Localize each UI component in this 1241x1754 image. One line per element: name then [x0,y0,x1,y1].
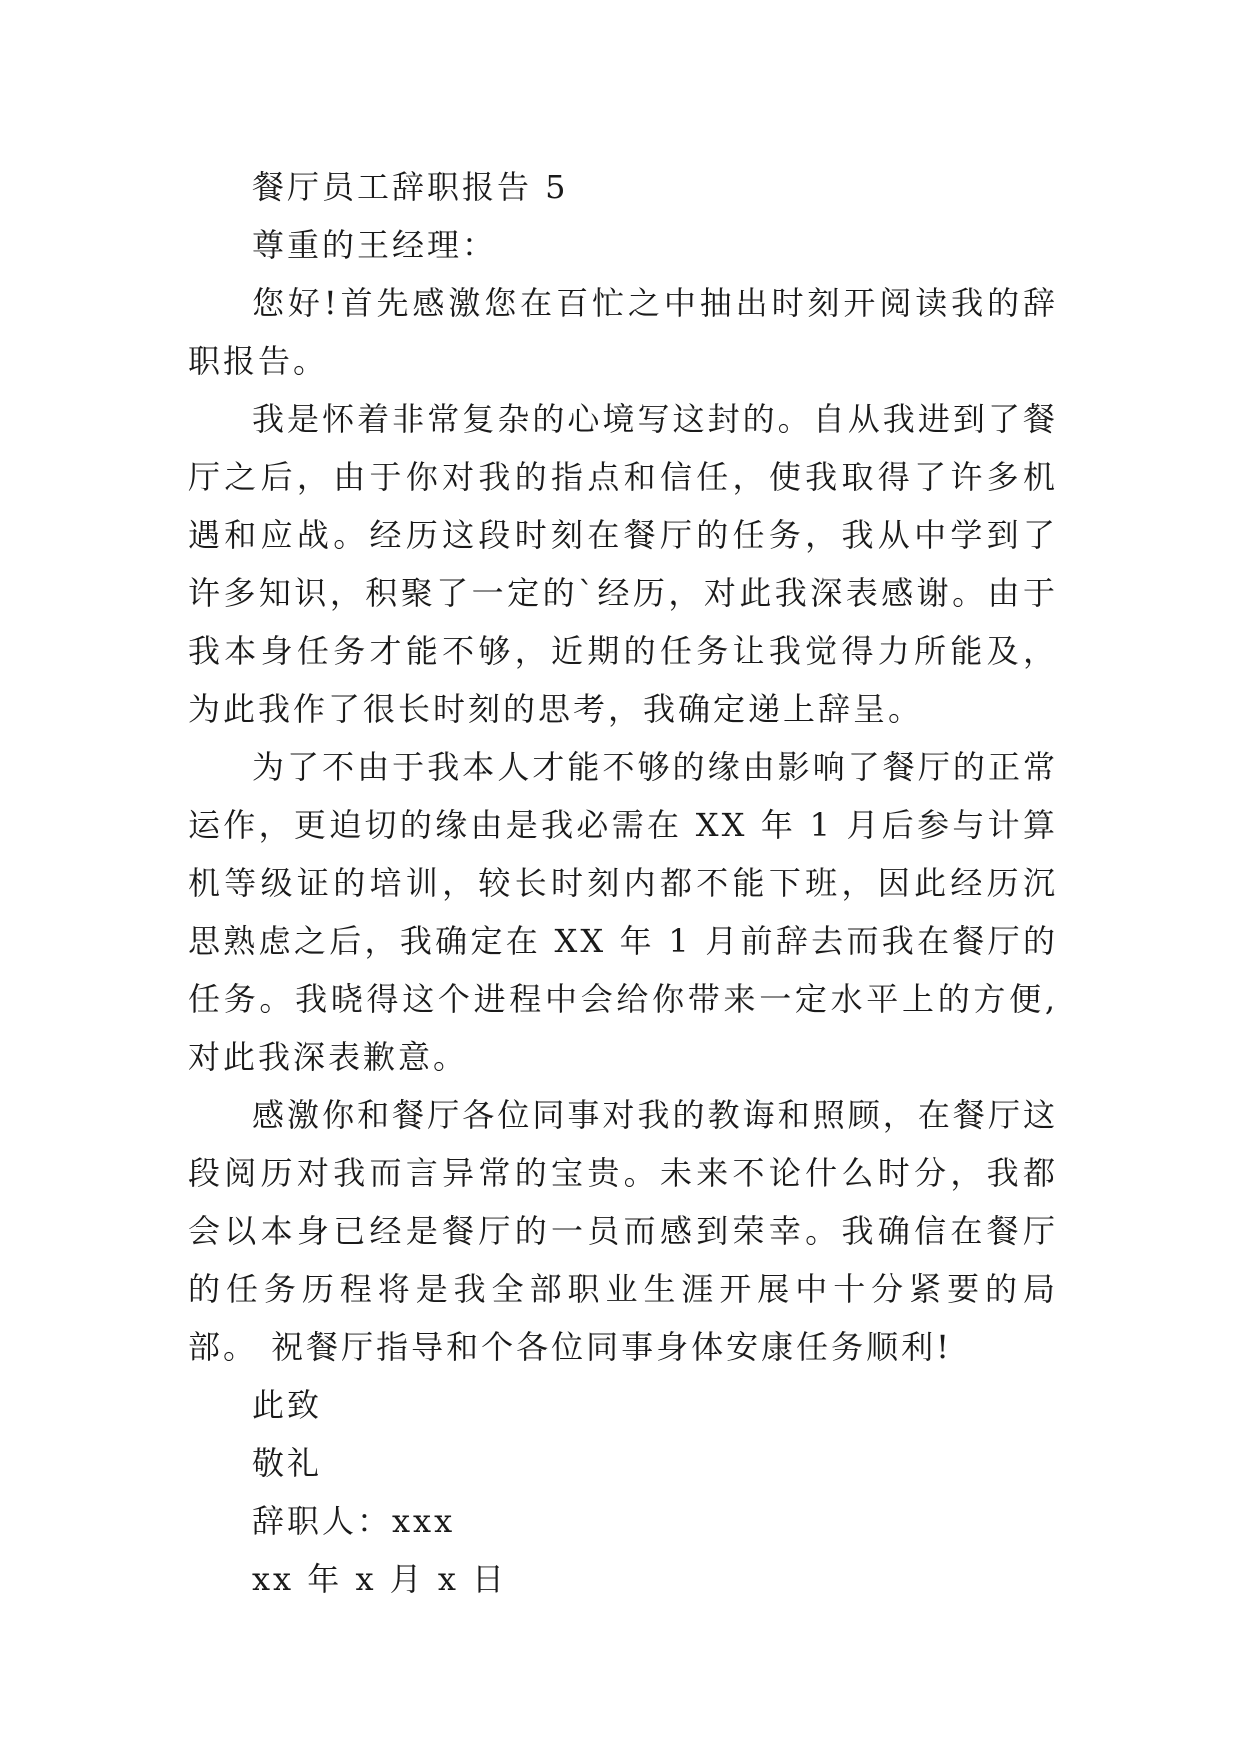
paragraph-reason: 我是怀着非常复杂的心境写这封的。自从我进到了餐厅之后，由于你对我的指点和信任，使我取得了许多机遇和应战。经历这段时刻在餐厅的任务，我从中学到了许多知识，积聚了一定的`经历，对此我深表感谢。由于我本身任务才能不够，近期的任务让我觉得力所能及，为此我作了很长时刻的思考，我确定递上辞呈。 [188,400,1058,728]
salutation: 尊重的王经理： [252,226,498,264]
signature: 辞职人：xxx [252,1502,456,1540]
paragraph-plan: 为了不由于我本人才能不够的缘由影响了餐厅的正常运作，更迫切的缘由是我必需在 XX 年 1 月后参与计算机等级证的培训，较长时刻内都不能下班，因此经历沉思熟虑之后，我确定在 XX 年 1 月前辞去而我在餐厅的任务。我晓得这个进程中会给你带来一定水平上的方便,对此我深表歉意。 [188,748,1058,1076]
paragraph-greeting: 您好!首先感激您在百忙之中抽出时刻开阅读我的辞职报告。 [188,284,1058,380]
closing-salute: 敬礼 [252,1444,323,1482]
document-page [188,158,1058,1608]
closing-regards: 此致 [252,1386,323,1424]
date: xx 年 x 月 x 日 [252,1560,508,1598]
paragraph-thanks: 感激你和餐厅各位同事对我的教诲和照顾，在餐厅这段阅历对我而言异常的宝贵。未来不论什么时分，我都会以本身已经是餐厅的一员而感到荣幸。我确信在餐厅的任务历程将是我全部职业生涯开展中十分紧要的局部。 祝餐厅指导和个各位同事身体安康任务顺利! [188,1096,1058,1366]
document-title: 餐厅员工辞职报告 5 [252,168,569,206]
